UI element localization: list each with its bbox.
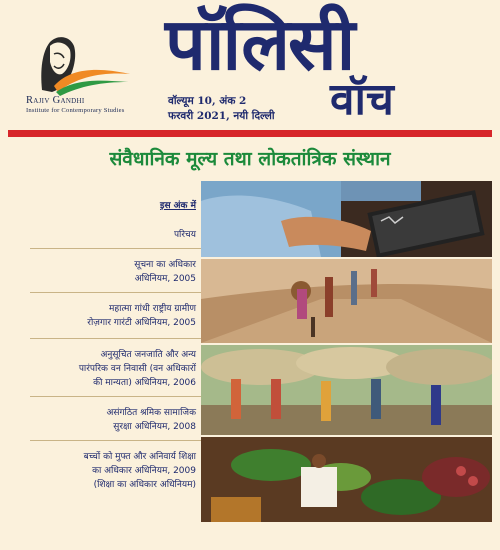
issue-volume: वॉल्यूम 10, अंक 2 <box>168 95 247 107</box>
toc-item-text: अधिनियम, 2005 <box>134 274 196 284</box>
divider <box>30 338 202 339</box>
photo-classroom <box>201 181 492 257</box>
toc-item-text: अनुसूचित जनजाति और अन्य <box>100 350 196 360</box>
toc-item <box>30 258 196 286</box>
toc-item-text: असंगठित श्रमिक सामाजिक <box>106 408 196 418</box>
toc-item <box>30 450 196 492</box>
toc-item-text: सूचना का अधिकार <box>134 260 196 270</box>
toc-item-text: (शिक्षा का अधिकार अधिनियम) <box>93 480 196 490</box>
toc-item-text: की मान्यता) अधिनियम, 2006 <box>93 378 196 388</box>
toc-item-text: का अधिकार अधिनियम, 2009 <box>92 466 196 476</box>
institute-name-line2: Institute for Contemporary Studies <box>26 107 125 114</box>
toc-item-text: बच्चों को मुफ्त और अनिवार्य शिक्षा <box>83 452 196 462</box>
divider <box>30 440 202 441</box>
toc-item <box>30 302 196 330</box>
toc-item <box>30 348 196 390</box>
publication-title: पॉलिसी <box>165 2 354 86</box>
toc-item <box>30 228 196 242</box>
issue-date: फरवरी 2021, नयी दिल्ली <box>168 110 275 122</box>
publication-subtitle: वॉच <box>330 74 394 125</box>
header-divider <box>8 130 492 137</box>
toc-item-text: महात्मा गांधी राष्ट्रीय ग्रामीण <box>108 304 196 314</box>
contents-heading: इस अंक में <box>160 201 196 211</box>
issue-info <box>168 94 275 124</box>
photo-rural-road <box>201 259 492 343</box>
divider <box>30 248 202 249</box>
toc-item-text: पारंपरिक वन निवासी (वन अधिकारों <box>78 364 196 374</box>
tricolor-swirl-icon <box>52 58 132 98</box>
toc-item-text: सुरक्षा अधिनियम, 2008 <box>113 422 196 432</box>
divider <box>30 292 202 293</box>
institute-logo <box>22 30 142 120</box>
institute-name <box>26 96 156 116</box>
institute-name-line1: Rajiv Gandhi <box>26 95 85 106</box>
toc-item-text: परिचय <box>173 230 196 240</box>
divider <box>30 396 202 397</box>
photo-vegetable-market <box>201 437 492 522</box>
photo-forest-dwellers <box>201 345 492 435</box>
issue-theme: संवैधानिक मूल्य तथा लोकतांत्रिक संस्थान <box>109 148 391 170</box>
toc-item-text: रोज़गार गारंटी अधिनियम, 2005 <box>87 318 196 328</box>
toc-item <box>30 406 196 434</box>
